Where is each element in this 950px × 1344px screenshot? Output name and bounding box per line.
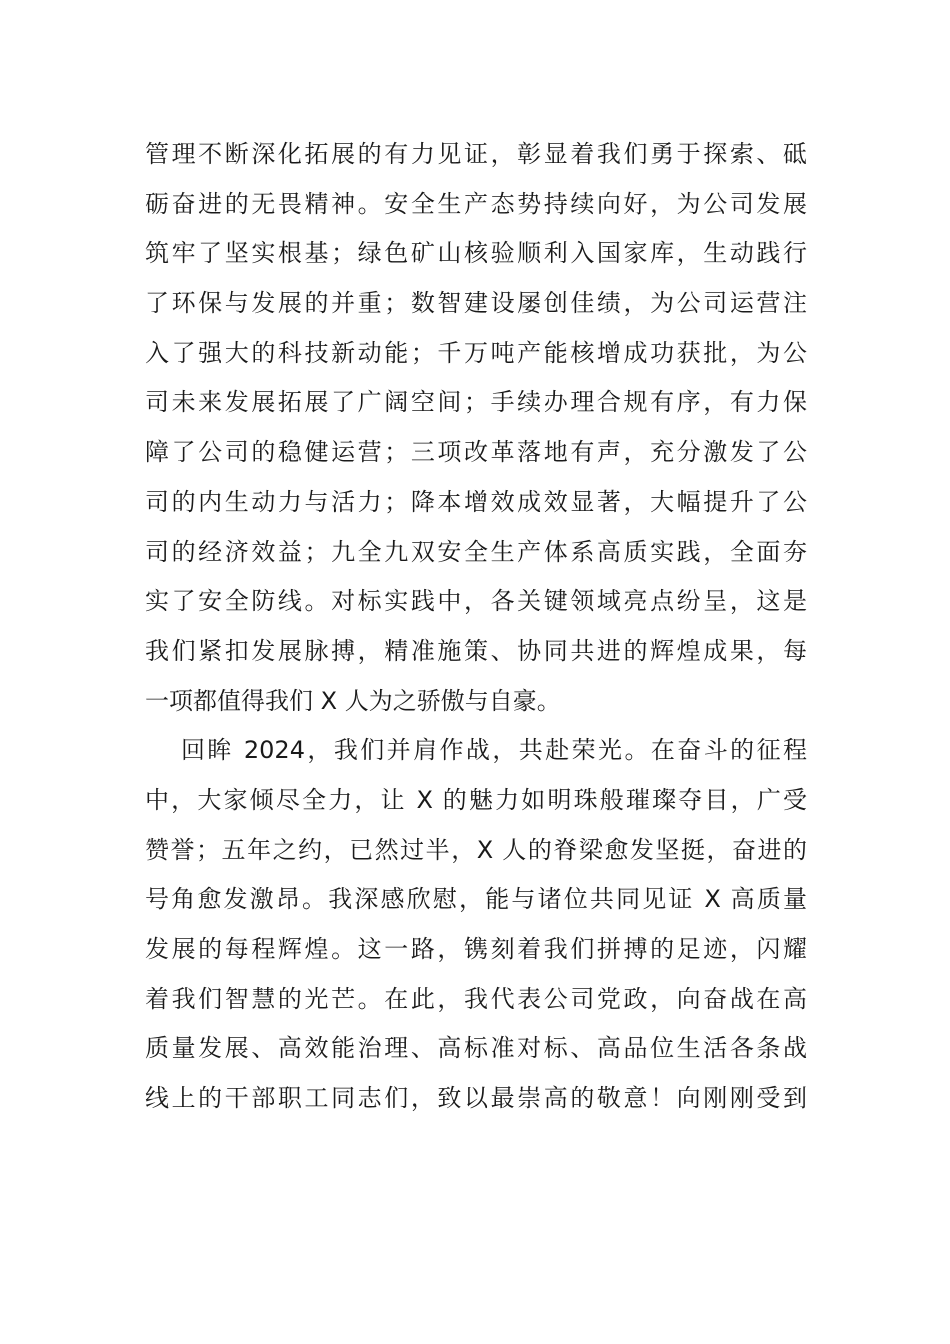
- text-line: 入了强大的科技新动能；千万吨产能核增成功获批，为公: [145, 338, 807, 367]
- text-line: 司的经济效益；九全九双安全生产体系高质实践，全面夯: [145, 537, 807, 566]
- text-line: 司的内生动力与活力；降本增效成效显著，大幅提升了公: [145, 487, 807, 516]
- text-line: 中，大家倾尽全力，让 X 的魅力如明珠般璀璨夺目，广受: [145, 785, 807, 814]
- text-line: 号角愈发激昂。我深感欣慰，能与诸位共同见证 X 高质量: [145, 885, 807, 914]
- paragraph-1: [145, 130, 807, 726]
- text-line: 了环保与发展的并重；数智建设屡创佳绩，为公司运营注: [145, 289, 807, 318]
- text-line: 管理不断深化拓展的有力见证，彰显着我们勇于探索、砥: [145, 140, 807, 168]
- text-line: 赞誉；五年之约，已然过半，X 人的脊梁愈发坚挺，奋进的: [145, 835, 807, 864]
- text-line: 发展的每程辉煌。这一路，镌刻着我们拼搏的足迹，闪耀: [145, 935, 807, 963]
- text-line: 质量发展、高效能治理、高标准对标、高品位生活各条战: [145, 1034, 807, 1063]
- document-page: [145, 130, 807, 1124]
- text-line: 筑牢了坚实根基；绿色矿山核验顺利入国家库，生动践行: [145, 239, 807, 268]
- text-line: 着我们智慧的光芒。在此，我代表公司党政，向奋战在高: [145, 984, 807, 1013]
- text-line: 砺奋进的无畏精神。安全生产态势持续向好，为公司发展: [145, 189, 807, 218]
- text-line: 障了公司的稳健运营；三项改革落地有声，充分激发了公: [145, 438, 807, 467]
- text-line: 司未来发展拓展了广阔空间；手续办理合规有序，有力保: [145, 388, 807, 417]
- text-line: 一项都值得我们 X 人为之骄傲与自豪。: [145, 686, 561, 715]
- text-line: 回眸 2024，我们并肩作战，共赴荣光。在奋斗的征程: [181, 736, 807, 765]
- text-line: 实了安全防线。对标实践中，各关键领域亮点纷呈，这是: [145, 587, 807, 616]
- text-line: 线上的干部职工同志们，致以最崇高的敬意！向刚刚受到: [145, 1084, 807, 1113]
- paragraph-2: [145, 726, 807, 1124]
- text-line: 我们紧扣发展脉搏，精准施策、协同共进的辉煌成果，每: [145, 636, 807, 665]
